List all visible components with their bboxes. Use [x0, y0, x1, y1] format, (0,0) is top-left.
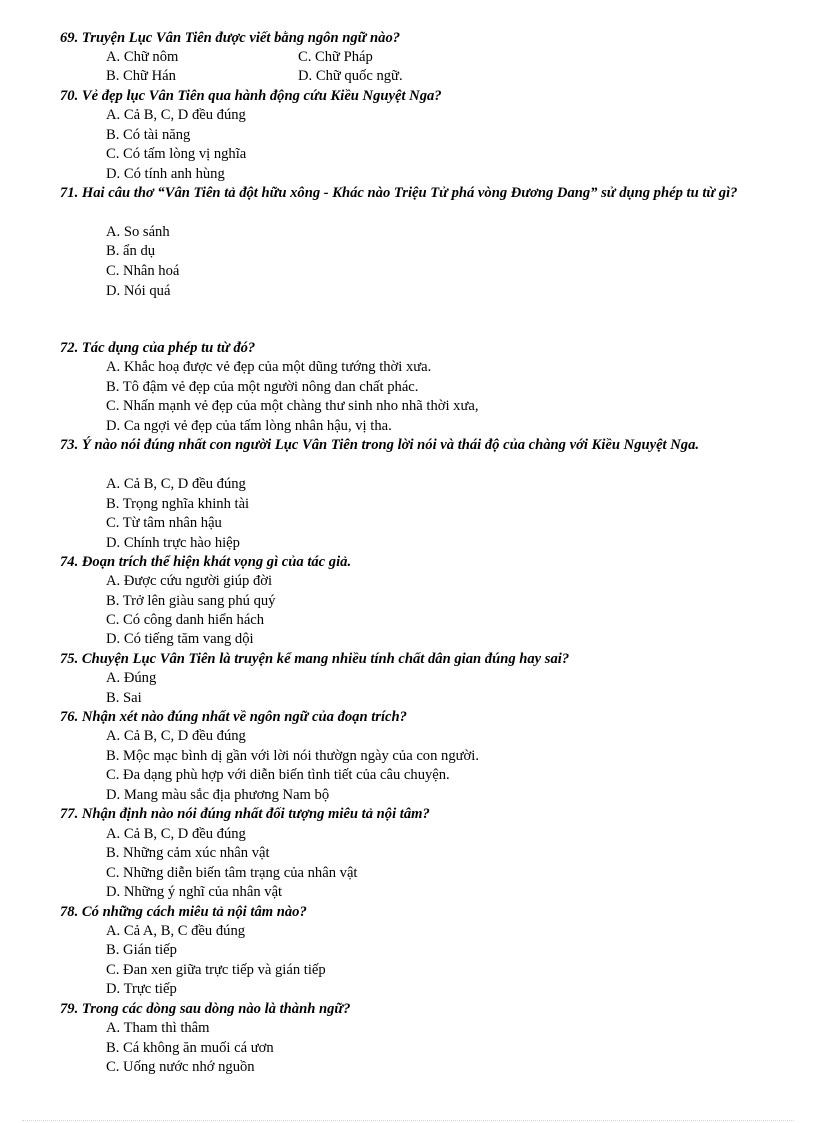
option-69-c: C. Chữ Pháp — [298, 49, 373, 65]
page-bottom-divider — [22, 1120, 794, 1121]
option-74-d: D. Có tiếng tăm vang dội — [106, 631, 254, 647]
option-69-a: A. Chữ nôm — [106, 49, 179, 65]
option-77-d: D. Những ý nghĩ của nhân vật — [106, 884, 283, 900]
option-71-b: B. ẩn dụ — [106, 243, 156, 259]
option-73-a: A. Cả B, C, D đều đúng — [106, 476, 246, 492]
option-70-d: D. Có tính anh hùng — [106, 166, 225, 182]
option-76-d: D. Mang màu sắc địa phương Nam bộ — [106, 787, 330, 803]
option-74-a: A. Được cứu người giúp đời — [106, 573, 273, 589]
option-78-b: B. Gián tiếp — [106, 942, 177, 958]
option-72-c: C. Nhấn mạnh vẻ đẹp của một chàng thư sinh nho nhã thời xưa, — [106, 398, 479, 414]
option-78-c: C. Đan xen giữa trực tiếp và gián tiếp — [106, 962, 326, 978]
option-75-b: B. Sai — [106, 690, 142, 706]
option-74-c: C. Có công danh hiển hách — [106, 612, 265, 628]
question-70: 70. Vẻ đẹp lục Vân Tiên qua hành động cứu Kiều Nguyệt Nga? — [60, 88, 442, 104]
option-77-c: C. Những diễn biến tâm trạng của nhân vật — [106, 865, 358, 881]
option-72-a: A. Khắc hoạ được vẻ đẹp của một dũng tướng thời xưa. — [106, 359, 432, 375]
option-71-c: C. Nhân hoá — [106, 263, 180, 279]
option-79-a: A. Tham thì thâm — [106, 1020, 210, 1036]
option-71-a: A. So sánh — [106, 224, 170, 240]
option-70-c: C. Có tấm lòng vị nghĩa — [106, 146, 247, 162]
question-75: 75. Chuyện Lục Vân Tiên là truyện kể mang nhiều tính chất dân gian đúng hay sai? — [60, 651, 570, 667]
option-71-d: D. Nói quá — [106, 283, 171, 299]
option-70-b: B. Có tài năng — [106, 127, 191, 143]
option-79-b: B. Cá không ăn muối cá ươn — [106, 1040, 274, 1056]
question-76: 76. Nhận xét nào đúng nhất về ngôn ngữ của đoạn trích? — [60, 709, 407, 725]
question-77: 77. Nhận định nào nói đúng nhất đối tượng miêu tả nội tâm? — [60, 806, 430, 822]
option-69-d: D. Chữ quốc ngữ. — [298, 68, 403, 84]
option-69-b: B. Chữ Hán — [106, 68, 176, 84]
option-77-a: A. Cả B, C, D đều đúng — [106, 826, 246, 842]
question-71: 71. Hai câu thơ “Vân Tiên tả đột hữu xông - Khác nào Triệu Tử phá vòng Đương Dang” sử dụng phép tu từ gì? — [60, 185, 738, 201]
question-73: 73. Ý nào nói đúng nhất con người Lục Vân Tiên trong lời nói và thái độ của chàng với Kiều Nguyệt Nga. — [60, 437, 700, 453]
option-73-d: D. Chính trực hào hiệp — [106, 535, 240, 551]
option-77-b: B. Những cảm xúc nhân vật — [106, 845, 270, 861]
question-74: 74. Đoạn trích thể hiện khát vọng gì của tác giả. — [60, 554, 352, 570]
option-73-b: B. Trọng nghĩa khinh tài — [106, 496, 250, 512]
option-72-b: B. Tô đậm vẻ đẹp của một người nông dan chất phác. — [106, 379, 419, 395]
option-76-b: B. Mộc mạc bình dị gần với lời nói thườgn ngày của con người. — [106, 748, 479, 764]
option-79-c: C. Uống nước nhớ nguồn — [106, 1059, 255, 1075]
question-79: 79. Trong các dòng sau dòng nào là thành ngữ? — [60, 1001, 351, 1017]
option-78-d: D. Trực tiếp — [106, 981, 177, 997]
question-72: 72. Tác dụng của phép tu từ đó? — [60, 340, 256, 356]
question-69: 69. Truyện Lục Vân Tiên được viết bằng ngôn ngữ nào? — [60, 30, 401, 46]
option-75-a: A. Đúng — [106, 670, 157, 686]
option-72-d: D. Ca ngợi vẻ đẹp của tấm lòng nhân hậu, vị tha. — [106, 418, 392, 434]
option-76-c: C. Đa dạng phù hợp với diễn biến tình tiết của câu chuyện. — [106, 767, 450, 783]
option-76-a: A. Cả B, C, D đều đúng — [106, 728, 246, 744]
option-70-a: A. Cả B, C, D đều đúng — [106, 107, 246, 123]
option-78-a: A. Cả A, B, C đều đúng — [106, 923, 246, 939]
question-78: 78. Có những cách miêu tả nội tâm nào? — [60, 904, 307, 920]
option-74-b: B. Trở lên giàu sang phú quý — [106, 593, 276, 609]
option-73-c: C. Từ tâm nhân hậu — [106, 515, 222, 531]
